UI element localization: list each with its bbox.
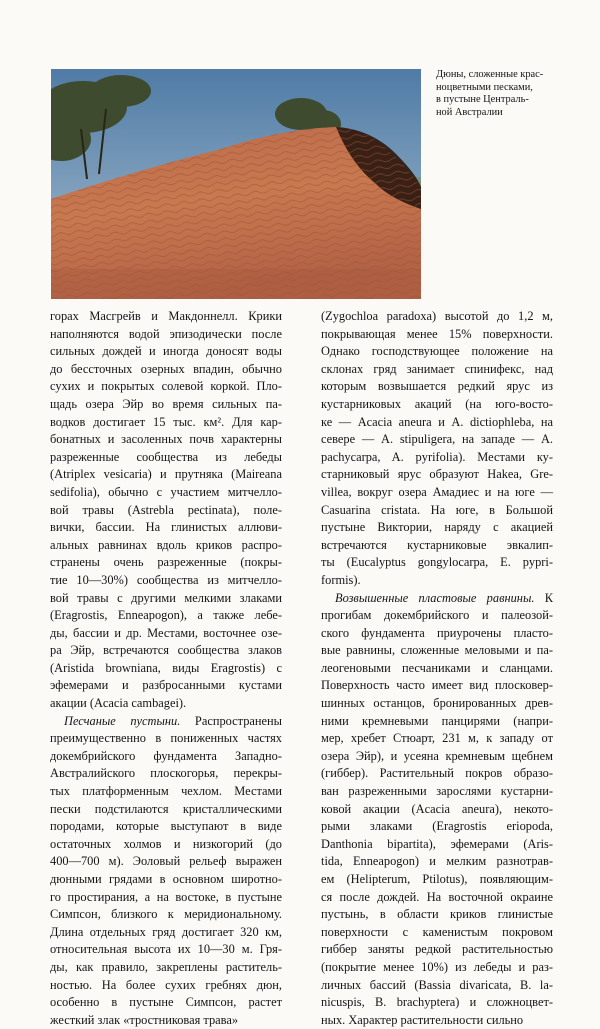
text-line: ского фундамента приурочены пласто- (321, 625, 553, 640)
text-line: озера Эйр), и усеяна кремневым щебнем (321, 748, 553, 763)
text-line: Длина отдельных гряд достигает 320 км, (50, 924, 282, 939)
text-line: Песчаные пустыни. Распространены (64, 713, 283, 728)
text-line: ними кремневыми панцирями (напри- (321, 713, 553, 728)
text-line: Австралийского плоскогорья, перекры- (50, 766, 282, 781)
text-line: которым возвышается редкий ярус из (321, 379, 553, 394)
text-line: старниковый ярус образуют Hakea, Gre- (321, 467, 553, 482)
text-line: ке — Acacia aneura и A. dictiophleba, на (321, 414, 553, 429)
text-line: nicuspis, B. brachyptera) и сложноцвет- (321, 995, 553, 1010)
text-line: пустынь, в области криков глинистые (321, 907, 553, 922)
text-line: акации (Acacia cambagei). (50, 696, 187, 711)
text-line: леогеновыми песчаниками и сланцами. (321, 660, 553, 675)
text-line: мер, хребет Стюарт, 231 м, к западу от (321, 731, 553, 746)
text-line: альных равнинах вдоль криков распро- (50, 537, 282, 552)
text-line: ся после дождей. На восточной окраине (321, 889, 553, 904)
text-line: горах Масгрейв и Макдоннелл. Крики (50, 309, 282, 323)
text-line: тие 10—30%) сообщества из митчелло- (50, 572, 282, 587)
text-line: (Atriplex vesicaria) и прутняка (Maireana (50, 467, 282, 482)
text-line: (покрытие менее 10%) из лебеды и раз- (321, 959, 553, 974)
text-line: склонах гряд занимает спинифекс, над (321, 361, 553, 376)
text-line: прогибам докембрийского и палеозой- (321, 608, 553, 623)
right-text-column (321, 308, 553, 1029)
text-line: особенно в пустыне Симпсон, растет (50, 995, 282, 1010)
text-line: sedifolia), обычно с участием митчелло- (50, 484, 282, 499)
text-line: докембрийского фундамента Западно- (50, 748, 282, 763)
text-line: вой травы (Astrebla pectinata), поле- (50, 502, 282, 517)
text-line: сухих и покрытых солевой коркой. Пло- (50, 379, 282, 394)
text-line: пустыне Виктории, наряду с акацией (321, 520, 553, 535)
text-line: личных бассий (Bassia divaricata, B. la- (321, 977, 553, 992)
text-line: tida, Enneapogon) и мелким разнотрав- (321, 854, 553, 869)
text-line: шинных останцов, бронированных древ- (321, 696, 553, 711)
caption-line: ной Австралии (436, 106, 503, 118)
text-line: породами, которые выступают в виде (50, 819, 282, 834)
text-line: ван разреженными зарослями кустарни- (321, 784, 553, 799)
text-line: ностью. На более сухих гребнях дюн, (50, 977, 282, 992)
text-line: Поверхность часто имеет вид плосковер- (321, 678, 553, 693)
text-line: (Zygochloa paradoxa) высотой до 1,2 м, (321, 309, 553, 323)
text-line: formis). (321, 572, 361, 587)
text-line: ды, бассии и др. Местами, восточнее озе- (50, 625, 282, 640)
text-line: го простирания, а на востоке, в пустыне (50, 889, 282, 904)
text-line: жесткий злак «тростниковая трава» (50, 1012, 239, 1027)
text-line: Возвышенные пластовые равнины. К (335, 590, 553, 605)
text-line: Однако господствующее положение на (321, 344, 553, 359)
text-line: вые равнины, сложенные меловыми и па- (321, 643, 553, 658)
text-line: вички, бассии. На глинистых аллюви- (50, 520, 282, 535)
sand-dune-photo (51, 69, 421, 299)
text-line: сильных дождей и иногда доносят воды (50, 344, 282, 359)
text-line: разреженные сообщества из лебеды (50, 449, 282, 464)
text-line: вой травы с другими мелкими злаками (50, 590, 282, 605)
text-line: villea, вокруг озера Амадиес и на юге — (321, 484, 553, 499)
text-line: севере — A. stipuligera, на западе — A. (321, 432, 553, 447)
text-line: Симпсон, близкого к меридиональному. (50, 907, 282, 922)
text-line: до бессточных озерных впадин, обычно (50, 361, 282, 376)
text-line: ем (Helipterum, Ptilotus), появляющим- (321, 872, 553, 886)
text-line: Casuarina cristata. На юге, в Большой (321, 502, 553, 517)
text-line: остаточных холмов и низкогорий (до (50, 836, 282, 851)
text-line: поверхности с каменистым покровом (321, 924, 553, 939)
caption-line: Дюны, сложенные крас- (436, 69, 544, 80)
text-line: ковой акации (Acacia aneura), некото- (321, 801, 553, 816)
left-text-column (50, 308, 282, 1029)
text-line: щадь озера Эйр во время сильных па- (50, 396, 282, 411)
text-line: ра Эйр, встречаются сообщества злаков (50, 643, 282, 658)
text-line: относительная высота их 10—30 м. Гря- (50, 942, 282, 957)
text-line: странены очень разреженные (покры- (50, 555, 282, 570)
photo-caption (436, 69, 586, 119)
text-line: водков достигает 15 тыс. км². Для кар- (50, 414, 282, 429)
text-line: пески подстилаются кристаллическими (50, 801, 282, 816)
text-line: преимущественно в пониженных частях (50, 731, 282, 746)
caption-line: в пустыне Централь- (436, 94, 529, 106)
text-line: ды, как правило, закреплены раститель- (50, 959, 282, 974)
text-line: (гиббер). Растительный покров образо- (321, 766, 553, 781)
text-line: дюнными грядами в основном широтно- (50, 872, 282, 886)
caption-line: ноцветными песками, (436, 81, 533, 93)
text-line: ных. Характер растительности сильно (321, 1012, 524, 1027)
text-line: (Eragrostis, Enneapogon), а также лебе- (50, 608, 282, 623)
text-line: pachycarpa, A. pyrifolia). Местами ку- (321, 449, 553, 464)
text-line: гиббер заняты редкой растительностью (321, 942, 553, 957)
text-line: эфемерами и разбросанными кустами (50, 678, 282, 693)
text-line: тых платформенным чехлом. Местами (50, 784, 282, 799)
text-line: ты (Eucalyptus gongylocarpa, E. pypri- (321, 555, 553, 570)
text-line: (Aristida browniana, виды Eragrostis) с (50, 660, 282, 675)
text-line: наполняются водой эпизодически после (50, 326, 282, 341)
text-line: Danthonia bipartita), эфемерами (Aris- (321, 836, 553, 851)
text-line: 400—700 м). Эоловый рельеф выражен (50, 854, 282, 869)
text-line: кустарниковых акаций (на юго-восто- (321, 396, 553, 411)
text-line: рыми злаками (Eragrostis eriopoda, (321, 819, 553, 834)
text-line: бонатных и засоленных почв характерны (50, 432, 282, 447)
text-line: покрывающая менее 15% поверхности. (321, 326, 553, 341)
text-line: встречаются кустарниковые эвкалип- (321, 537, 553, 552)
